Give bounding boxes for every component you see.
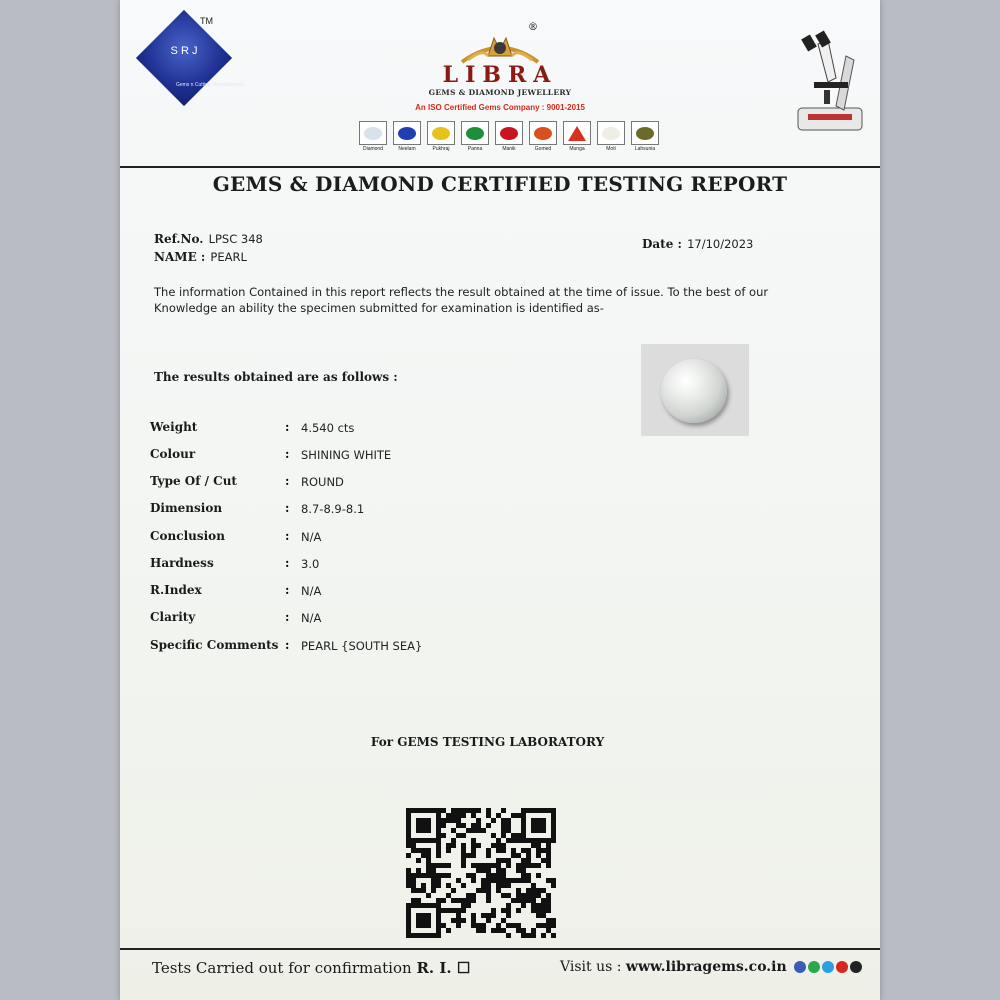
name-value: PEARL	[210, 250, 247, 264]
footer-divider	[120, 948, 880, 950]
srj-logo-diamond	[136, 10, 232, 106]
result-colon: :	[285, 501, 290, 515]
result-label: Type Of / Cut	[150, 474, 237, 488]
result-label: Hardness	[150, 556, 214, 570]
gem-label: Gomed	[534, 146, 552, 152]
website-line	[560, 959, 862, 975]
gem-diamond-icon	[358, 121, 388, 152]
whatsapp-icon[interactable]	[808, 961, 820, 973]
date-value: 17/10/2023	[687, 237, 754, 251]
srj-logo-subtitle: Gems n Cutting Manufacturers	[175, 82, 245, 88]
gem-label: Lahsunia	[634, 146, 656, 152]
trademark-mark: TM	[200, 16, 213, 26]
brand-subtitle: GEMS & DIAMOND JEWELLERY	[428, 88, 572, 97]
result-label: Conclusion	[150, 529, 225, 543]
result-colon: :	[285, 474, 290, 488]
gem-lahsunia-icon	[630, 121, 660, 152]
gem-gomed-icon	[528, 121, 558, 152]
srj-logo-text: S R J	[170, 45, 198, 57]
results-heading: The results obtained are as follows :	[154, 370, 398, 384]
gem-manik-icon	[494, 121, 524, 152]
date-label: Date :	[642, 237, 682, 251]
ref-value: LPSC 348	[208, 232, 263, 246]
result-colon: :	[285, 420, 290, 434]
gem-label: Munga	[569, 146, 585, 152]
result-label: R.Index	[150, 583, 202, 597]
gem-label: Moti	[606, 146, 616, 152]
registered-mark: ®	[528, 22, 538, 33]
intro-paragraph: The information Contained in this report reflects the result obtained at the time of issue. To the best of our Knowledge an ability the specimen submitted for examination is identified as-	[154, 285, 769, 315]
instagram-icon[interactable]	[850, 961, 862, 973]
result-value: 4.540 cts	[301, 421, 355, 435]
result-label: Colour	[150, 447, 196, 461]
libra-crown-icon	[438, 26, 562, 66]
gem-label: Pukhraj	[432, 146, 450, 152]
result-value: N/A	[301, 584, 322, 598]
youtube-icon[interactable]	[836, 961, 848, 973]
result-colon: :	[285, 638, 290, 652]
report-title: GEMS & DIAMOND CERTIFIED TESTING REPORT	[212, 172, 788, 196]
qr-code[interactable]	[406, 808, 556, 938]
tests-label: Tests Carried out for confirmation	[152, 959, 412, 977]
specimen-name	[154, 246, 247, 265]
gem-panna-icon	[460, 121, 490, 152]
gem-label: Panna	[467, 146, 483, 152]
twitter-icon[interactable]	[822, 961, 834, 973]
microscope-icon	[788, 30, 868, 134]
website-link[interactable]: www.libragems.co.in	[625, 959, 787, 975]
result-label: Specific Comments	[150, 638, 279, 652]
result-colon: :	[285, 529, 290, 543]
header-divider	[120, 166, 880, 168]
result-value: 3.0	[301, 557, 320, 571]
gem-label: Diamond	[362, 146, 383, 152]
tests-confirmation	[152, 959, 470, 977]
iso-certification: An ISO Certified Gems Company : 9001-2015	[415, 103, 585, 112]
result-label: Clarity	[150, 610, 196, 624]
visit-label: Visit us :	[560, 959, 622, 975]
name-label: NAME :	[154, 250, 206, 264]
ref-label: Ref.No.	[154, 232, 204, 246]
result-value: N/A	[301, 530, 322, 544]
result-label: Weight	[150, 420, 198, 434]
gem-munga-icon	[562, 121, 592, 152]
report-date	[642, 233, 753, 252]
result-colon: :	[285, 556, 290, 570]
lab-signature-label: For GEMS TESTING LABORATORY	[370, 735, 605, 749]
pearl-photo	[641, 344, 749, 436]
social-icons	[794, 961, 862, 973]
result-value: PEARL {SOUTH SEA}	[301, 639, 423, 653]
gem-moti-icon	[596, 121, 626, 152]
pearl-image	[661, 359, 727, 423]
ref-number	[154, 228, 263, 247]
brand-name: LIBRA	[442, 62, 558, 88]
tests-value: R. I. ☐	[416, 959, 471, 977]
gem-label: Manik	[502, 146, 516, 152]
certificate-page	[120, 0, 880, 1000]
result-colon: :	[285, 610, 290, 624]
result-label: Dimension	[150, 501, 223, 515]
gem-neelam-icon	[392, 121, 422, 152]
result-colon: :	[285, 447, 290, 461]
result-value: N/A	[301, 611, 322, 625]
gem-label: Neelam	[398, 146, 416, 152]
result-value: ROUND	[301, 475, 344, 489]
gem-pukhraj-icon	[426, 121, 456, 152]
result-value: 8.7-8.9-8.1	[301, 502, 365, 516]
result-colon: :	[285, 583, 290, 597]
result-value: SHINING WHITE	[301, 448, 392, 462]
facebook-icon[interactable]	[794, 961, 806, 973]
gem-icon-row	[358, 121, 660, 152]
